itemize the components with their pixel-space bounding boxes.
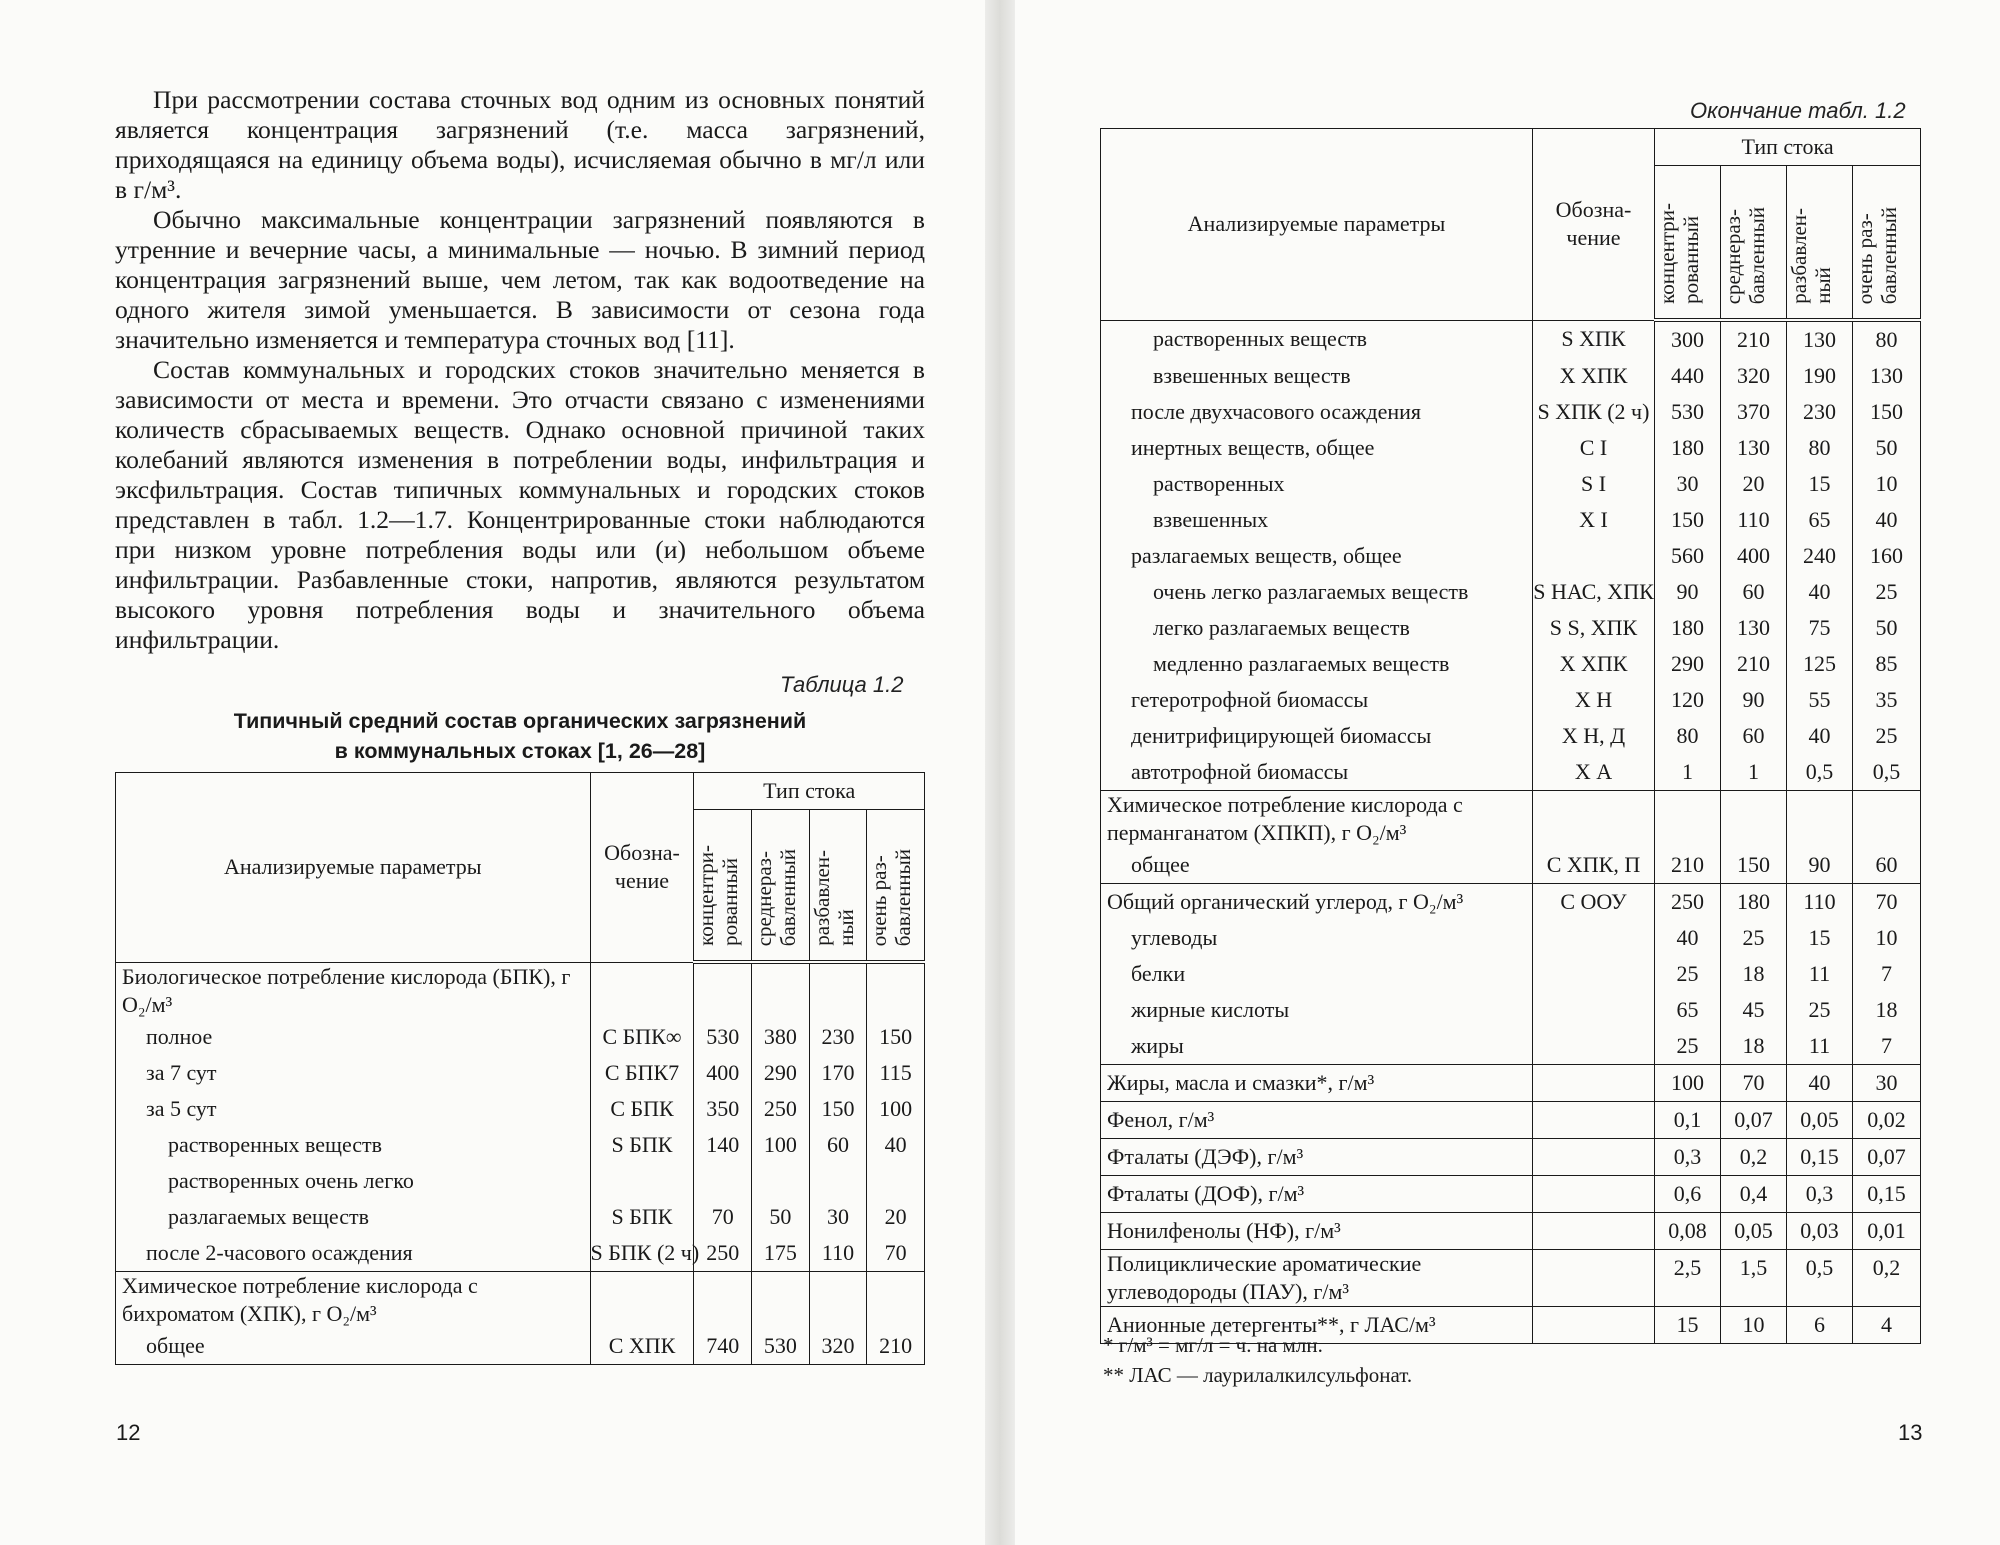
row-label: медленно разлагаемых веществ [1101,646,1533,682]
book-spine [985,0,1015,1545]
row-value: 20 [1721,466,1787,502]
header-col-4: очень раз- бавленный [867,810,925,963]
table-row [1101,394,1921,430]
row-symbol [1533,538,1655,574]
row-label: Фталаты (ДОФ), г/м³ [1101,1176,1533,1213]
row-value: 1,5 [1721,1250,1787,1307]
row-value: 60 [1853,847,1921,884]
row-value: 130 [1853,358,1921,394]
row-symbol [590,1271,694,1328]
row-label: Общий органический углерод, г O₂/м³ [1101,884,1533,921]
row-value: 115 [867,1055,925,1091]
row-symbol: S S, ХПК [1533,610,1655,646]
row-value: 7 [1853,1028,1921,1065]
table-row [1101,956,1921,992]
row-value: 110 [809,1235,867,1272]
row-label: белки [1101,956,1533,992]
row-symbol: S I [1533,466,1655,502]
row-value: 0,05 [1787,1102,1853,1139]
row-symbol [1533,1176,1655,1213]
row-value: 250 [752,1091,810,1127]
header-param: Анализируемые параметры [1101,129,1533,321]
body-text [115,85,925,655]
row-value: 160 [1853,538,1921,574]
row-value: 560 [1655,538,1721,574]
row-symbol [1533,791,1655,848]
table-row [116,962,925,1019]
row-value: 100 [1655,1065,1721,1102]
row-value: 180 [1655,610,1721,646]
row-value [694,1271,752,1328]
row-label: после двухчасового осаждения [1101,394,1533,430]
paragraph-3: Состав коммунальных и городских стоков значительно меняется в зависимости от места и времени. Это отчасти связано с изменениями количеств сбрасываемых веществ. Однако основной причиной таких колебаний являются изменения в потреблении воды, инфильтрация и эксфильтрация. Состав типичных коммунальных и городских стоков представлен в табл. 1.2—1.7. Концентрированные стоки наблюдаются при низком уровне потребления воды или (и) небольшом объеме инфильтрации. Разбавленные стоки, напротив, являются результатом высокого уровня потребления воды и значительного объема инфильтрации. [115,355,925,654]
table-row [1101,754,1921,791]
row-value: 150 [867,1019,925,1055]
row-value: 125 [1787,646,1853,682]
row-value: 40 [1787,574,1853,610]
row-value: 7 [1853,956,1921,992]
row-value: 60 [1721,718,1787,754]
page-number-left: 12 [116,1420,141,1445]
table-row [1101,502,1921,538]
row-label: очень легко разлагаемых веществ [1101,574,1533,610]
row-value: 400 [694,1055,752,1091]
row-value: 230 [1787,394,1853,430]
row-value: 530 [752,1328,810,1365]
row-value: 380 [752,1019,810,1055]
row-value: 370 [1721,394,1787,430]
right-table-header [1101,129,1921,321]
row-symbol [1533,956,1655,992]
row-value: 350 [694,1091,752,1127]
row-label: растворенных [1101,466,1533,502]
row-value: 18 [1853,992,1921,1028]
table-row [1101,466,1921,502]
row-value: 740 [694,1328,752,1365]
row-symbol: C I [1533,430,1655,466]
row-value: 25 [1853,718,1921,754]
row-label: общее [1101,847,1533,884]
row-value: 150 [809,1091,867,1127]
row-value: 150 [1721,847,1787,884]
row-value: 60 [809,1127,867,1163]
header-col-1: концентри- рованный [694,810,752,963]
table-row [116,1091,925,1127]
row-label: растворенных веществ [116,1127,591,1163]
row-label: легко разлагаемых веществ [1101,610,1533,646]
row-value: 0,01 [1853,1213,1921,1250]
row-label: после 2-часового осаждения [116,1235,591,1272]
row-value: 11 [1787,956,1853,992]
row-symbol: X Н [1533,682,1655,718]
row-value: 0,4 [1721,1176,1787,1213]
table-row [1101,718,1921,754]
row-value: 300 [1655,320,1721,358]
header-symbol: Обозна- чение [590,773,694,963]
row-value: 400 [1721,538,1787,574]
table-row [116,1235,925,1272]
paragraph-2: Обычно максимальные концентрации загрязнений появляются в утренние и вечерние часы, а минимальные — ночью. В зимний период концентрация загрязнений выше, чем летом, так как водоотведение на одного жителя зимой уменьшается. В зависимости от сезона года значительно изменяется и температура сточных вод [11]. [115,205,925,354]
table-row [1101,992,1921,1028]
header-col-3: разбавлен- ный [1787,166,1853,321]
table-row [1101,1176,1921,1213]
row-value: 0,3 [1655,1139,1721,1176]
row-value: 0,5 [1787,1250,1853,1307]
row-value: 110 [1787,884,1853,921]
row-symbol: C ООУ [1533,884,1655,921]
row-value: 18 [1721,1028,1787,1065]
header-col-1: концентри- рованный [1655,166,1721,321]
row-symbol: C БПК∞ [590,1019,694,1055]
row-value: 70 [867,1235,925,1272]
row-value: 50 [1853,430,1921,466]
table-row [116,1127,925,1163]
row-value: 40 [1853,502,1921,538]
row-value [809,962,867,1019]
row-value: 180 [1721,884,1787,921]
footnote-2: ** ЛАС — лаурилалкилсульфонат. [1103,1363,1413,1387]
row-value [867,1163,925,1199]
row-value: 0,05 [1721,1213,1787,1250]
table-caption: Таблица 1.2 [780,672,904,697]
row-label: Жиры, масла и смазки*, г/м³ [1101,1065,1533,1102]
row-value: 0,15 [1787,1139,1853,1176]
row-symbol: X ХПК [1533,646,1655,682]
row-symbol [1533,1102,1655,1139]
row-value: 320 [1721,358,1787,394]
row-label: Химическое потребление кислорода с бихроматом (ХПК), г O₂/м³ [116,1271,591,1328]
row-symbol [1533,1250,1655,1307]
row-value: 40 [1655,920,1721,956]
row-label: общее [116,1328,591,1365]
row-value: 0,07 [1721,1102,1787,1139]
row-symbol: S ХПК [1533,320,1655,358]
row-value [1853,791,1921,848]
row-value: 180 [1655,430,1721,466]
row-symbol: C БПК [590,1091,694,1127]
row-value: 70 [1853,884,1921,921]
row-value: 290 [752,1055,810,1091]
row-value [1787,791,1853,848]
table-row [1101,430,1921,466]
row-symbol [1533,1307,1655,1344]
row-value: 0,03 [1787,1213,1853,1250]
row-value: 25 [1787,992,1853,1028]
row-value: 530 [1655,394,1721,430]
row-label: жирные кислоты [1101,992,1533,1028]
header-col-2: среднераз- бавленный [1721,166,1787,321]
row-label: полное [116,1019,591,1055]
row-value: 50 [1853,610,1921,646]
table-row [1101,1065,1921,1102]
row-value: 150 [1655,502,1721,538]
row-label: жиры [1101,1028,1533,1065]
row-value: 170 [809,1055,867,1091]
row-value: 80 [1853,320,1921,358]
table-row [116,1328,925,1365]
row-label: Нонилфенолы (НФ), г/м³ [1101,1213,1533,1250]
row-value: 30 [1655,466,1721,502]
row-value [867,1271,925,1328]
row-value: 175 [752,1235,810,1272]
row-value: 120 [1655,682,1721,718]
row-value: 150 [1853,394,1921,430]
table-row [1101,1250,1921,1307]
row-value: 130 [1721,610,1787,646]
row-value: 0,3 [1787,1176,1853,1213]
row-value: 45 [1721,992,1787,1028]
row-label: Анионные детергенты**, г ЛАС/м³ [1101,1307,1533,1344]
table-title-line-1: Типичный средний состав органических загрязнений [233,709,807,733]
row-value: 90 [1655,574,1721,610]
row-label: денитрифицирующей биомассы [1101,718,1533,754]
row-value [867,962,925,1019]
row-value: 90 [1787,847,1853,884]
row-value [694,962,752,1019]
row-value: 210 [867,1328,925,1365]
table-title-line-2: в коммунальных стоках [1, 26—28] [334,739,706,763]
row-value: 65 [1655,992,1721,1028]
row-symbol: X Н, Д [1533,718,1655,754]
row-value: 250 [1655,884,1721,921]
table-row [1101,538,1921,574]
row-value: 55 [1787,682,1853,718]
row-symbol [1533,920,1655,956]
row-label: взвешенных веществ [1101,358,1533,394]
row-value: 0,2 [1853,1250,1921,1307]
row-label: Химическое потребление кислорода с перманганатом (ХПКП), г O₂/м³ [1101,791,1533,848]
row-value: 85 [1853,646,1921,682]
row-value [1655,791,1721,848]
table-row [1101,920,1921,956]
table-row [116,1055,925,1091]
row-symbol [1533,992,1655,1028]
row-value: 0,5 [1787,754,1853,791]
table-row [1101,1028,1921,1065]
table-row [116,1199,925,1235]
row-label: углеводы [1101,920,1533,956]
row-value: 10 [1721,1307,1787,1344]
left-table-header [116,773,925,963]
row-value: 15 [1655,1307,1721,1344]
row-label: Фталаты (ДЭФ), г/м³ [1101,1139,1533,1176]
row-label: инертных веществ, общее [1101,430,1533,466]
row-symbol [1533,1065,1655,1102]
footnote-1: * г/м³ = мг/л = ч. на млн. [1103,1333,1323,1357]
row-value: 50 [752,1199,810,1235]
row-value: 25 [1655,956,1721,992]
table-row [1101,610,1921,646]
table-row [1101,646,1921,682]
row-symbol: S НАС, ХПК [1533,574,1655,610]
footnotes [1103,1330,1412,1390]
right-table [1100,128,1921,1344]
row-value: 70 [1721,1065,1787,1102]
row-value: 75 [1787,610,1853,646]
paragraph-1: При рассмотрении состава сточных вод одним из основных понятий является концентрация загрязнений (т.е. масса загрязнений, приходящаяся на единицу объема воды), исчисляемая обычно в мг/л или в г/м³. [115,85,925,204]
row-symbol: S БПК [590,1127,694,1163]
row-value: 210 [1721,320,1787,358]
row-value: 30 [809,1199,867,1235]
row-value: 60 [1721,574,1787,610]
row-value: 1 [1655,754,1721,791]
header-col-2: среднераз- бавленный [752,810,810,963]
header-type: Тип стока [1655,129,1921,166]
row-value: 240 [1787,538,1853,574]
row-value [1721,791,1787,848]
row-value: 11 [1787,1028,1853,1065]
row-value: 6 [1787,1307,1853,1344]
row-value: 130 [1787,320,1853,358]
row-value: 0,2 [1721,1139,1787,1176]
row-value: 40 [1787,718,1853,754]
row-value: 35 [1853,682,1921,718]
row-value: 230 [809,1019,867,1055]
left-table-body [116,962,925,1364]
row-value [752,1271,810,1328]
table-row [116,1163,925,1199]
row-value [809,1163,867,1199]
row-symbol: C ХПК [590,1328,694,1365]
row-value: 25 [1721,920,1787,956]
header-param: Анализируемые параметры [116,773,591,963]
row-label: Полициклические ароматические углеводороды (ПАУ), г/м³ [1101,1250,1533,1307]
row-value: 2,5 [1655,1250,1721,1307]
row-label: за 7 сут [116,1055,591,1091]
row-value: 10 [1853,920,1921,956]
row-value: 130 [1721,430,1787,466]
row-symbol: C ХПК, П [1533,847,1655,884]
row-label: взвешенных [1101,502,1533,538]
row-value: 0,02 [1853,1102,1921,1139]
row-value: 20 [867,1199,925,1235]
row-value [752,1163,810,1199]
row-value: 65 [1787,502,1853,538]
table-continuation-caption: Окончание табл. 1.2 [1690,98,1906,123]
row-symbol [1533,1213,1655,1250]
row-value: 25 [1853,574,1921,610]
header-col-4: очень раз- бавленный [1853,166,1921,321]
row-value: 0,15 [1853,1176,1921,1213]
row-label: Биологическое потребление кислорода (БПК), г O₂/м³ [116,962,591,1019]
row-value: 0,5 [1853,754,1921,791]
row-value: 15 [1787,920,1853,956]
row-label: автотрофной биомассы [1101,754,1533,791]
row-symbol: S БПК [590,1199,694,1235]
row-value: 40 [1787,1065,1853,1102]
table-row [1101,1213,1921,1250]
table-row [116,1271,925,1328]
row-value: 80 [1655,718,1721,754]
row-value: 0,07 [1853,1139,1921,1176]
row-value: 30 [1853,1065,1921,1102]
row-value: 0,1 [1655,1102,1721,1139]
header-symbol: Обозна- чение [1533,129,1655,321]
row-value: 70 [694,1199,752,1235]
table-row [1101,1139,1921,1176]
row-value: 440 [1655,358,1721,394]
row-symbol: S ХПК (2 ч) [1533,394,1655,430]
table-row [1101,791,1921,848]
row-symbol: X ХПК [1533,358,1655,394]
row-value: 140 [694,1127,752,1163]
row-symbol [590,962,694,1019]
row-label: Фенол, г/м³ [1101,1102,1533,1139]
row-value: 110 [1721,502,1787,538]
row-symbol [590,1163,694,1199]
table-row [1101,682,1921,718]
row-value: 18 [1721,956,1787,992]
row-symbol [1533,1139,1655,1176]
table-row [1101,320,1921,358]
row-value: 4 [1853,1307,1921,1344]
row-value: 80 [1787,430,1853,466]
row-label: разлагаемых веществ, общее [1101,538,1533,574]
row-value: 250 [694,1235,752,1272]
row-value: 100 [867,1091,925,1127]
row-value [752,962,810,1019]
row-value: 100 [752,1127,810,1163]
row-value: 1 [1721,754,1787,791]
row-label: за 5 сут [116,1091,591,1127]
row-value [809,1271,867,1328]
left-table [115,772,925,1365]
right-table-body [1101,320,1921,1344]
row-value: 10 [1853,466,1921,502]
row-label: растворенных очень легко [116,1163,591,1199]
row-value: 0,6 [1655,1176,1721,1213]
row-symbol: S БПК (2 ч) [590,1235,694,1272]
row-symbol [1533,1028,1655,1065]
table-row [1101,884,1921,921]
table-row [1101,358,1921,394]
table-row [1101,574,1921,610]
row-value: 0,08 [1655,1213,1721,1250]
row-value: 290 [1655,646,1721,682]
row-value [694,1163,752,1199]
row-value: 210 [1655,847,1721,884]
row-value: 90 [1721,682,1787,718]
table-title [115,706,925,766]
row-value: 25 [1655,1028,1721,1065]
row-symbol: X I [1533,502,1655,538]
table-row [1101,1102,1921,1139]
row-value: 15 [1787,466,1853,502]
row-value: 190 [1787,358,1853,394]
table-row [1101,847,1921,884]
header-type: Тип стока [694,773,925,810]
page-number-right: 13 [1898,1420,1923,1445]
row-value: 530 [694,1019,752,1055]
header-col-3: разбавлен- ный [809,810,867,963]
row-symbol: C БПК7 [590,1055,694,1091]
row-value: 210 [1721,646,1787,682]
row-label: гетеротрофной биомассы [1101,682,1533,718]
row-value: 40 [867,1127,925,1163]
row-value: 320 [809,1328,867,1365]
row-symbol: X А [1533,754,1655,791]
row-label: разлагаемых веществ [116,1199,591,1235]
table-row [116,1019,925,1055]
row-label: растворенных веществ [1101,320,1533,358]
